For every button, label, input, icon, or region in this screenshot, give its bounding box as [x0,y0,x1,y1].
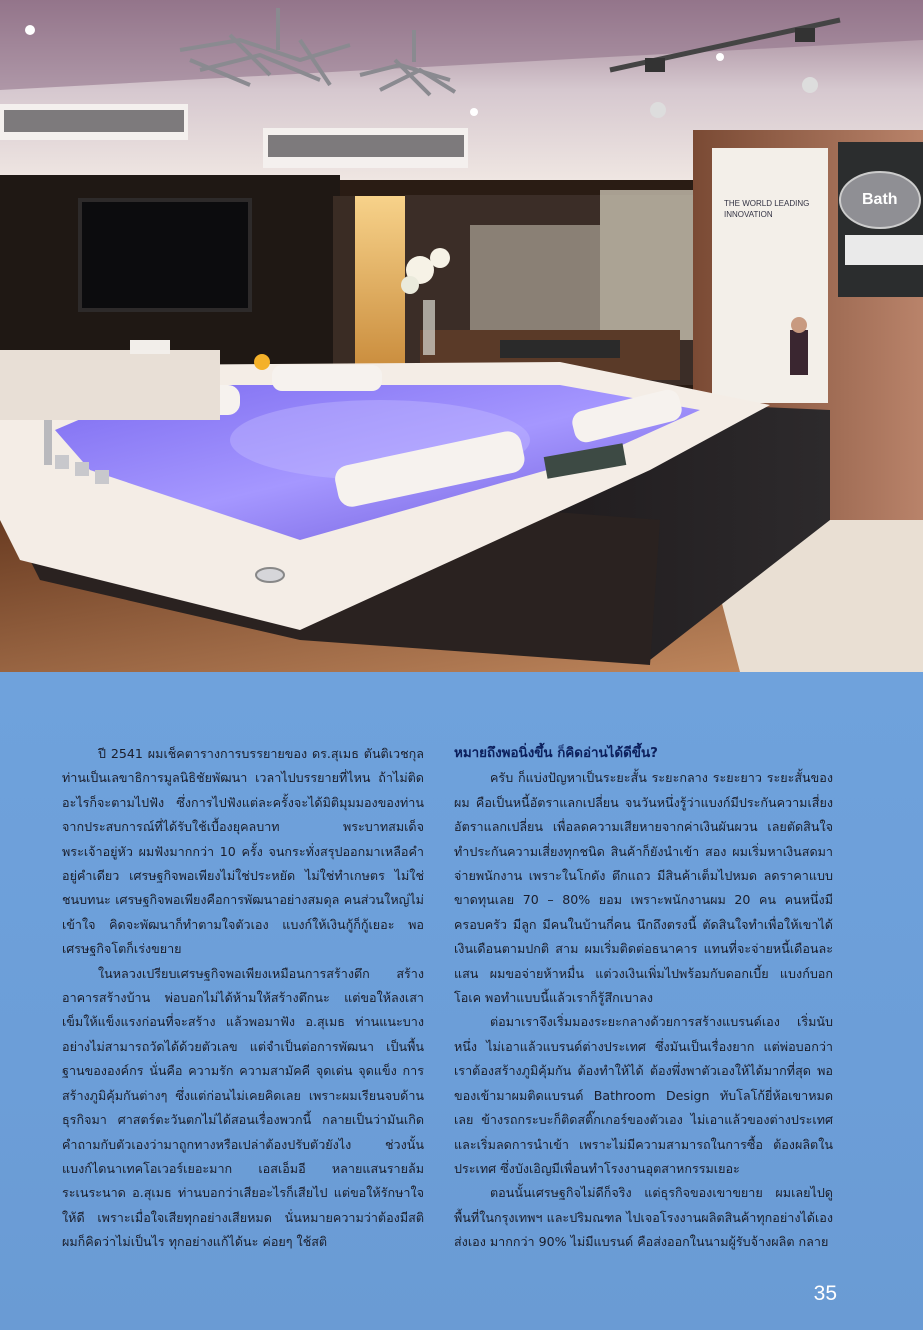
paragraph: ตอนนั้นเศรษฐกิจไม่ดีก็จริง แต่ธุรกิจของเขาขยาย ผมเลยไปดูพื้นที่ในกรุงเทพฯ และปริมณฑล ไปเจอโรงงานผลิตสินค้าทุกอย่างได้เองส่งเอง มากกว่า 90% ไม่มีแบรนด์ คือส่งออกในนามผู้รับจ้างผลิต กลาย [454,1185,833,1250]
article-left-column [62,742,424,1255]
paragraph: ปี 2541 ผมเช็คตารางการบรรยายของ ดร.สุเมธ ตันติเวชกุล ท่านเป็นเลขาธิการมูลนิธิชัยพัฒนา เวลาไปบรรยายที่ไหน ถ้าไม่ติดอะไรก็จะตามไปฟัง ซึ่งการไปฟังแต่ละครั้งจะได้มิติมุมมองของท่าน จากประสบการณ์ที่ได้รับใช้เบื้องยุคลบาท พระบาทสมเด็จพระเจ้าอยู่หัว ผมฟังมากกว่า 10 ครั้ง จนกระทั่งสรุปออกมาเหลือคำอยู่คำเดียว เศรษฐกิจพอเพียงไม่ใช่ประหยัด ไม่ใช่ทำเกษตร ไม่ใช่ชนบทนะ เศรษฐกิจพอเพียงคือการพัฒนาอย่างสมดุล คนส่วนใหญ่ไม่เข้าใจ คิดจะพัฒนาก็ทำตามใจตัวเอง แบงก์ให้เงินกู้ก็กู้เยอะ พอเศรษฐกิจโตก็เร่งขยาย [62,746,424,957]
poster-line2: INNOVATION [724,210,773,219]
paragraph: ในหลวงเปรียบเศรษฐกิจพอเพียงเหมือนการสร้างตึก สร้างอาคารสร้างบ้าน พ่อบอกไม่ได้ห้ามให้สร้างตึกนะ แต่ขอให้ลงเสาเข็มให้แข็งแรงก่อนที่จะสร้าง แล้วพอมาฟัง อ.สุเมธ ท่านแนะบางอย่างไม่สามารถวัดได้ด้วยตัวเลข แต่จำเป็นต่อการพัฒนา เป็นพื้นฐานขององค์กร นั่นคือ ความรัก ความสามัคคี จุดเด่น จุดแข็ง การสร้างภูมิคุ้มกันต่างๆ ซึ่งแต่ก่อนไม่เคยคิดเลย เพราะผมเรียนจบด้านธุรกิจมา ศาสตร์ตะวันตกไม่ได้สอนเรื่องพวกนี้ กลายเป็นว่ามันเกิดคำถามกับตัวเองว่ามาถูกทางหรือเปล่าต้องปรับตัวยังไง ช่วงนั้นแบงก์ไดนาเทคโอเวอร์เยอะมาก เอสเอ็มอี หลายแสนรายล้มระเนระนาด อ.สุเมธ ท่านบอกว่าเสียอะไรก็เสียไป แต่ขอให้รักษาใจให้ดี เพราะเมื่อใจเสียทุกอย่างเสียหมด นั่นหมายความว่าต้องมีสติ ผมก็คิดว่าไม่เป็นไร ทุกอย่างแก้ได้นะ ค่อยๆ ใช้สติ [62,965,424,1250]
page-number: 35 [813,1282,837,1305]
article-right-column [454,742,833,1255]
paragraph: ต่อมาเราจึงเริ่มมองระยะกลางด้วยการสร้างแบรนด์เอง เริ่มนับหนึ่ง ไม่เอาแล้วแบรนด์ต่างประเทศ ซึ่งมันเป็นเรื่องยาก แต่พ่อบอกว่าเราต้องสร้างภูมิคุ้มกัน ต้องทำให้ได้ ต้องพึ่งพาตัวเองให้ได้มากที่สุด พอของเข้ามาผมติดแบรนด์ Bathroom Design ทับโลโก้ยี่ห้อเขาหมดเลย ข้างรถกระบะก็ติดสติ๊กเกอร์ของตัวเอง ไม่เอาแล้วของต่างประเทศ และเริ่มลดการนำเข้า เพราะไม่มีความสามารถในการซื้อ ต้องผลิตในประเทศ ซึ่งบังเอิญมีเพื่อนทำโรงงานอุตสาหกรรมเยอะ [454,1014,833,1176]
paragraph: ครับ ก็แบ่งปัญหาเป็นระยะสั้น ระยะกลาง ระยะยาว ระยะสั้นของผม คือเป็นหนี้อัตราแลกเปลี่ยน จนวันหนึ่งรู้ว่าแบงก์มีประกันความเสี่ยงอัตราแลกเปลี่ยน เพื่อลดความเสียหายจากค่าเงินผันผวน เลยตัดสินใจทำประกันความเสี่ยงทุกชนิด สินค้าก็ยังนำเข้า สอง ผมเริ่มหาเงินสดมาจ่ายพนักงาน เพราะในโกดัง ตึกแถว มีสินค้าเต็มไปหมด ลดราคาแบบขาดทุนเลย 70 – 80% ยอม เพราะพนักงานผม 20 คน คนหนึ่งมีครอบครัว มีลูก มีคนในบ้านกี่คน นึกถึงตรงนี้ ตัดสินใจทำเพื่อให้เขาได้เงินเดือนตามปกติ สาม ผมเริ่มติดต่อธนาคาร แทนที่จะจ่ายหนี้เดือนละแสน ผมขอจ่ายห้าหมื่น แต่วงเงินเพิ่มไปพร้อมกับดอกเบี้ย แบงก์บอก โอเค พอทำแบบนี้แล้วเราก็รู้สึกเบาลง [454,770,833,1006]
poster-line1: THE WORLD LEADING [724,199,810,208]
bath-sign-text: Bath [862,191,898,208]
section-heading: หมายถึงพอนิ่งขึ้น ก็คิดอ่านได้ดีขึ้น? [454,746,658,761]
